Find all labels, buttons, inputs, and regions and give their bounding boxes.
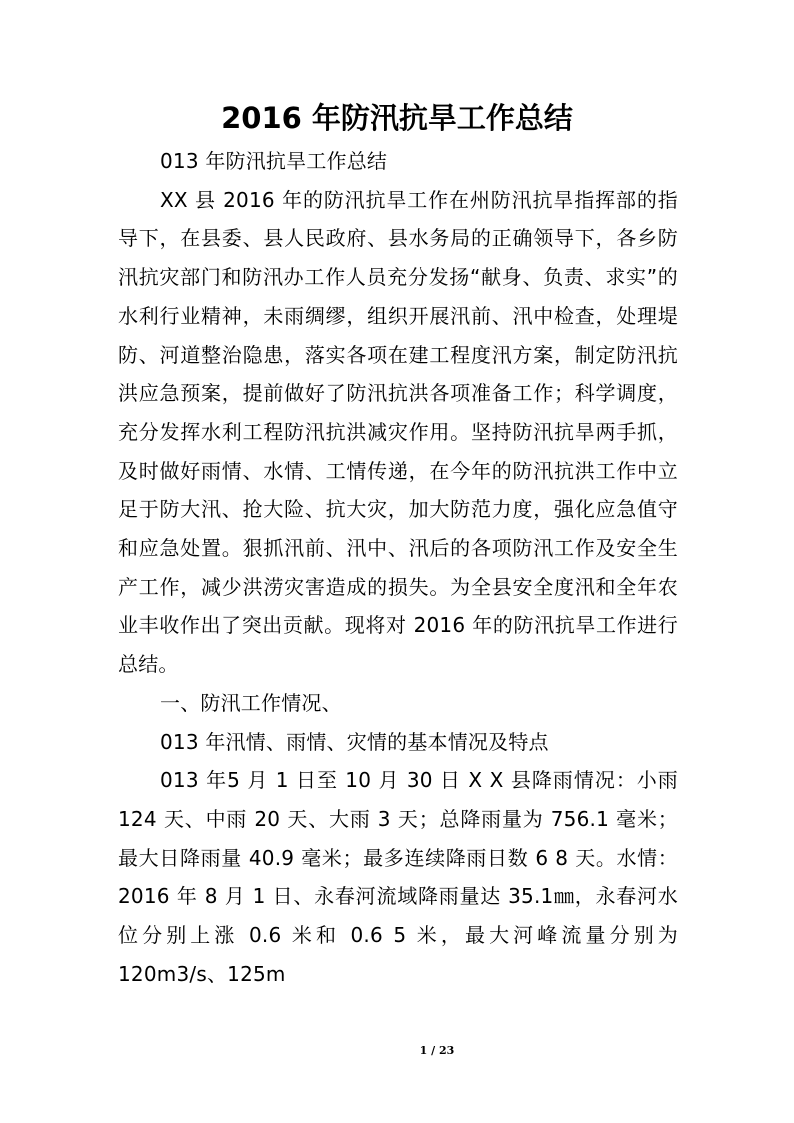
page-title: 2016 年防汛抗旱工作总结 [221, 101, 573, 135]
paragraph-rainfall: 013 年5 月 1 日至 10 月 30 日 X X 县降雨情况：小雨 124 天、中雨 20 天、大雨 3 天；总降雨量为 756.1 毫米；最大日降雨量 40.9 毫米；最多连续降雨日数 6 8 天。水情：2016 年 8 月 1 日、永春河流域降雨量达 35.1㎜，永春河水位分别上涨 0.6 米和 0.6 5 米，最大河峰流量分别为120m3/s、125m [118, 768, 678, 986]
subsection-heading: 013 年汛情、雨情、灾情的基本情况及特点 [160, 729, 549, 754]
paragraph-summary: XX 县 2016 年的防汛抗旱工作在州防汛抗旱指挥部的指导下，在县委、县人民政府、县水务局的正确领导下，各乡防汛抗灾部门和防汛办工作人员充分发扬“献身、负责、求实”的水利行业精神，未雨绸缪，组织开展汛前、汛中检查，处理堤防、河道整治隐患，落实各项在建工程度汛方案，制定防汛抗洪应急预案，提前做好了防汛抗洪各项准备工作；科学调度，充分发挥水利工程防汛抗洪减灾作用。坚持防汛抗旱两手抓，及时做好雨情、水情、工情传递，在今年的防汛抗洪工作中立足于防大汛、抢大险、抗大灾，加大防范力度，强化应急值守和应急处置。狠抓汛前、汛中、汛后的各项防汛工作及安全生产工作，减少洪涝灾害造成的损失。为全县安全度汛和全年农业丰收作出了突出贡献。现将对 2016 年的防汛抗旱工作进行总结。 [118, 187, 678, 677]
page-number: 1 / 23 [419, 1044, 455, 1057]
document-body [118, 142, 678, 993]
section-heading: 一、防汛工作情况、 [160, 690, 342, 715]
paragraph-subtitle: 013 年防汛抗旱工作总结 [160, 149, 388, 173]
